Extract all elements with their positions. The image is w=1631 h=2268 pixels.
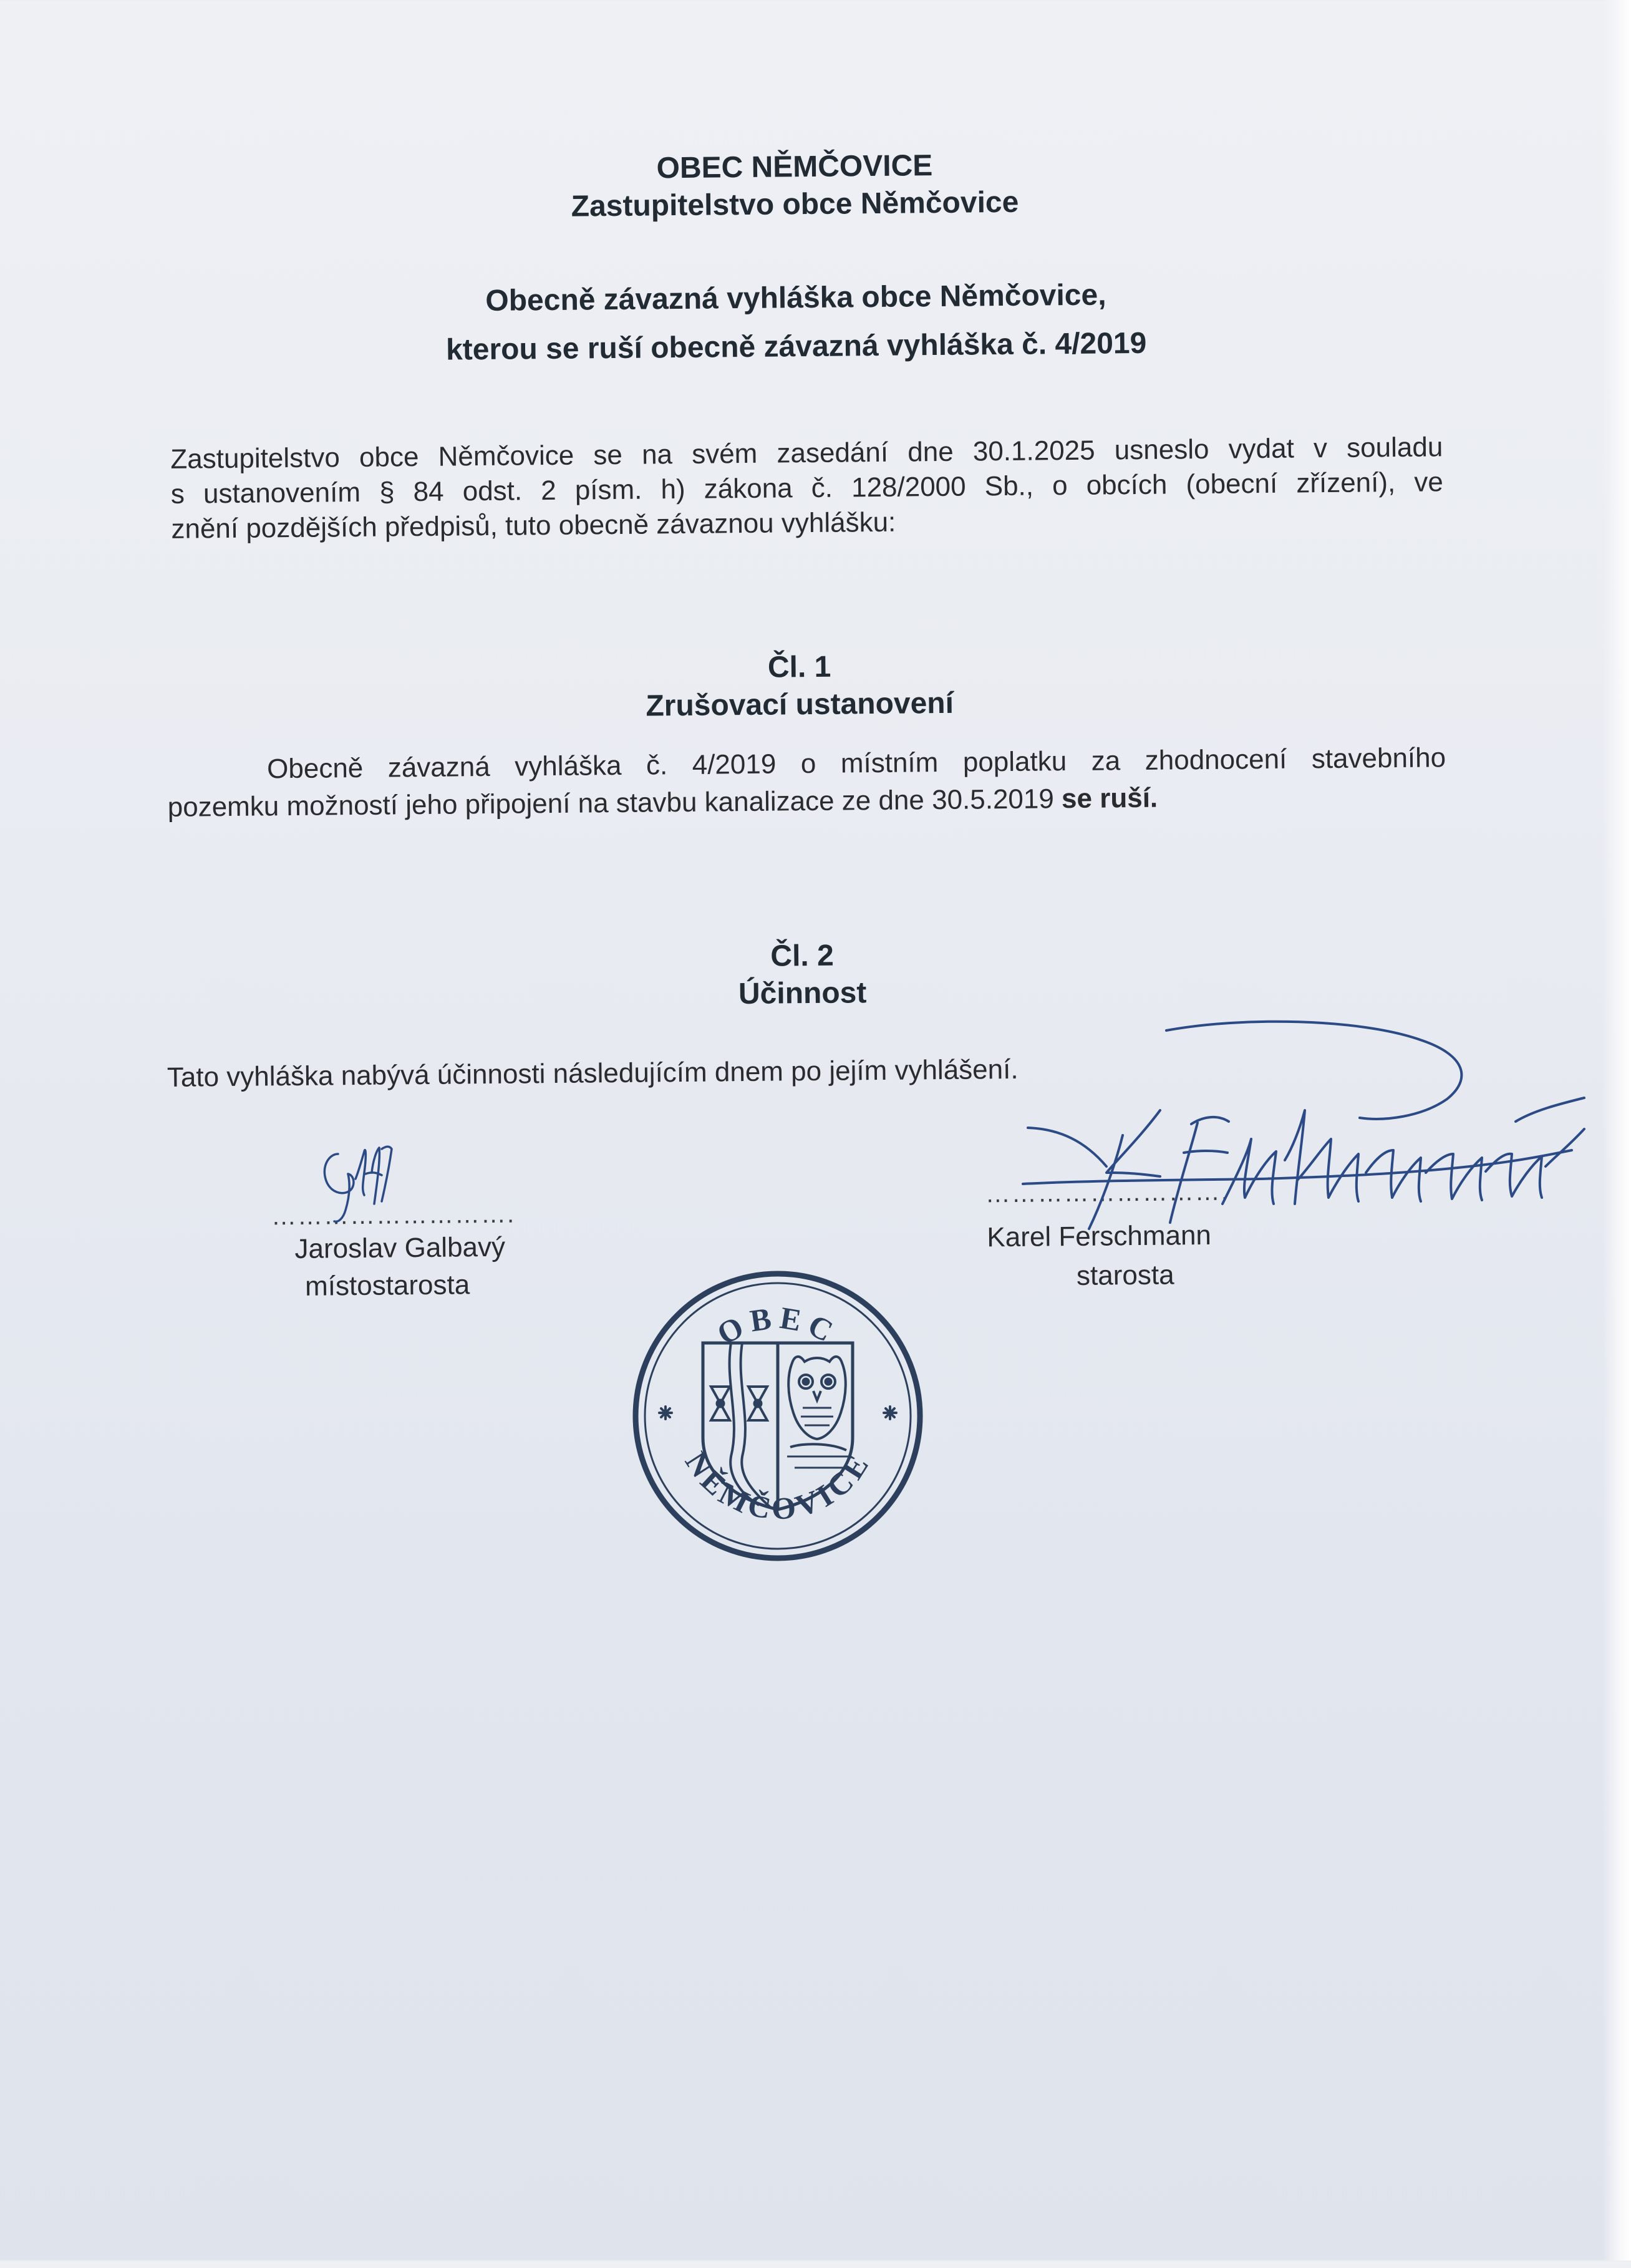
stamp-bottom-text: NĚMČOVICE: [678, 1445, 878, 1527]
article2-number: Čl. 2: [770, 939, 835, 973]
article2-heading: Účinnost: [738, 976, 867, 1011]
intro-paragraph: [170, 432, 1444, 551]
intro-line3: znění pozdějších předpisů, tuto obecně závaznou vyhlášku:: [171, 506, 896, 545]
article1-line2-text: pozemku možností jeho připojení na stavbu kanalizace ze dne 30.5.2019: [167, 783, 1062, 823]
article1-number: Čl. 1: [767, 650, 831, 684]
left-signature-line: ……………………….: [271, 1200, 516, 1231]
ordinance-title-line1: Obecně závazná vyhláška obce Němčovice,: [485, 278, 1106, 317]
article1-line1: Obecně závazná vyhláška č. 4/2019 o místním poplatku za zhodnocení stavebního: [266, 742, 1446, 785]
left-signature: [312, 1135, 424, 1235]
intro-line2: s ustanovením § 84 odst. 2 písm. h) zákona č. 128/2000 Sb., o obcích (obecní zřízení), ve: [170, 467, 1444, 510]
coat-of-arms-icon: [703, 1343, 853, 1510]
article1-paragraph: [167, 742, 1446, 830]
article1-heading: Zrušovací ustanovení: [646, 686, 954, 723]
right-signature: [973, 1017, 1597, 1254]
left-signatory-name: Jaroslav Galbavý: [294, 1231, 506, 1264]
council-title: Zastupitelstvo obce Němčovice: [571, 185, 1019, 223]
right-signatory-name: Karel Ferschmann: [987, 1219, 1212, 1253]
right-signatory-role: starosta: [1076, 1259, 1174, 1291]
intro-line1: Zastupitelstvo obce Němčovice se na svém zasedání dne 30.1.2025 usneslo vydat v souladu: [170, 432, 1443, 475]
municipal-stamp: [631, 1269, 924, 1563]
right-signature-line: ……………………….: [985, 1178, 1230, 1208]
ordinance-title-line2: kterou se ruší obecně závazná vyhláška č. 4/2019: [445, 326, 1147, 367]
stamp-top-text: OBEC: [711, 1299, 845, 1352]
municipality-title: OBEC NĚMČOVICE: [656, 149, 933, 185]
article1-repeal-emphasis: se ruší.: [1061, 782, 1158, 815]
article2-text: Tato vyhláška nabývá účinnosti následujícím dnem po jejím vyhlášení.: [167, 1054, 1019, 1093]
left-signatory-role: místostarosta: [304, 1269, 470, 1302]
